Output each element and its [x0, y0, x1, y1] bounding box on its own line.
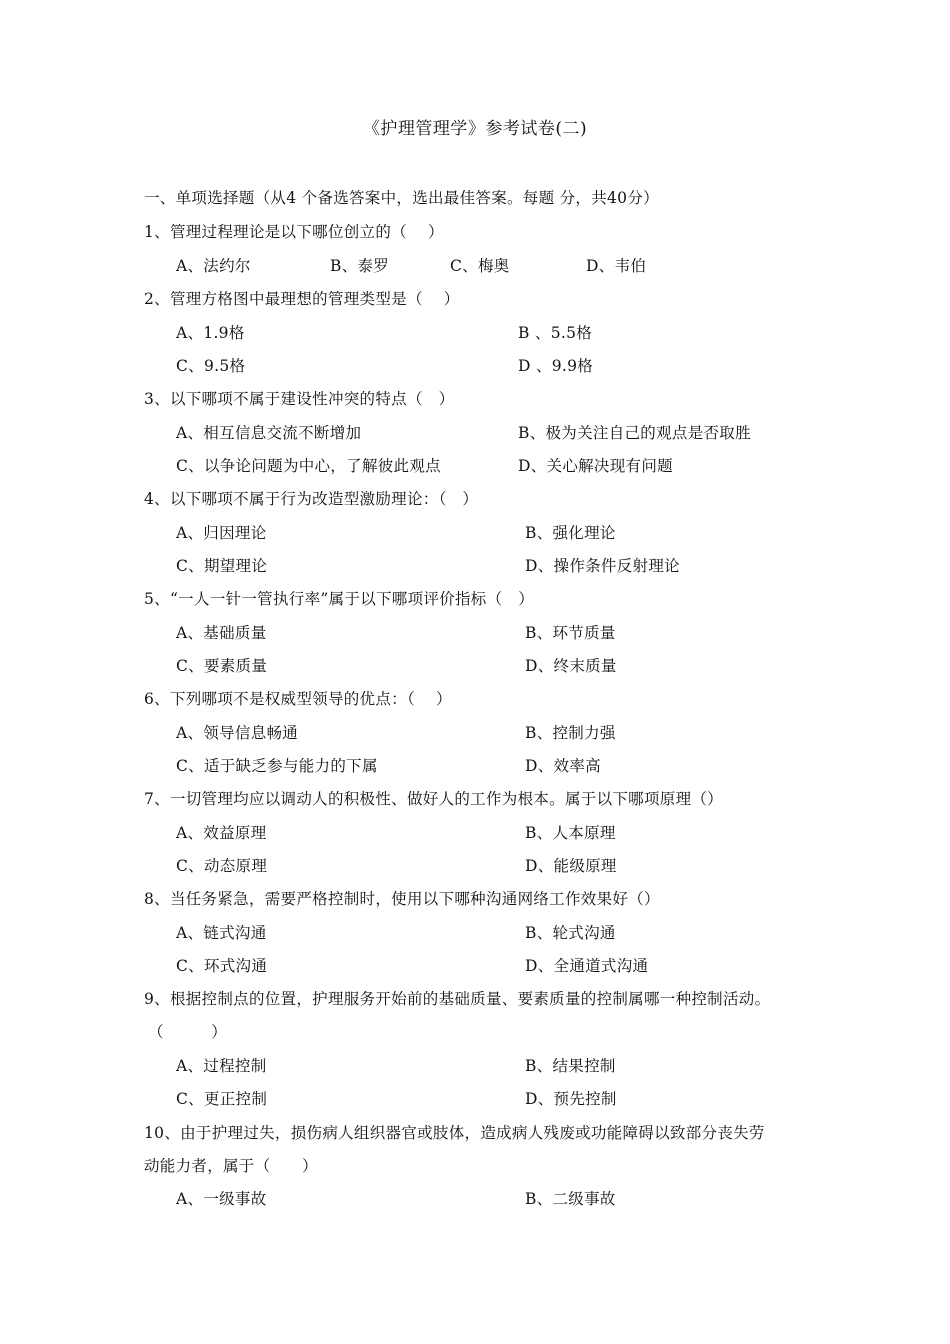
question-2-option-c: C、9.5格	[176, 357, 246, 375]
question-9-stem-continued: （ ）	[148, 1023, 228, 1041]
question-6-stem: 6、下列哪项不是权威型领导的优点：（ ）	[144, 690, 452, 708]
question-6-option-d: D、效率高	[525, 757, 601, 775]
question-3-option-b: B、极为关注自己的观点是否取胜	[518, 424, 751, 442]
question-2-option-d: D 、9.9格	[518, 357, 594, 375]
question-9-option-a: A、过程控制	[176, 1057, 267, 1075]
question-6-option-a: A、领导信息畅通	[176, 724, 299, 742]
question-5-option-c: C、要素质量	[176, 657, 268, 675]
question-9-option-b: B、结果控制	[525, 1057, 616, 1075]
question-10-option-a: A、一级事故	[176, 1190, 267, 1208]
question-3-stem: 3、以下哪项不属于建设性冲突的特点（ ）	[144, 390, 455, 408]
question-1-option-b: B、泰罗	[330, 257, 390, 275]
section-heading: 一、单项选择题（从4 个备选答案中，选出最佳答案。每题 分，共40分）	[144, 189, 659, 207]
question-5-option-a: A、基础质量	[176, 624, 267, 642]
question-6-option-c: C、适于缺乏参与能力的下属	[176, 757, 378, 775]
question-5-option-b: B、环节质量	[525, 624, 616, 642]
question-4-stem: 4、以下哪项不属于行为改造型激励理论：（ ）	[144, 490, 479, 508]
question-3-option-d: D、关心解决现有问题	[518, 457, 673, 475]
question-3-option-a: A、相互信息交流不断增加	[176, 424, 362, 442]
question-8-option-b: B、轮式沟通	[525, 924, 616, 942]
question-8-option-c: C、环式沟通	[176, 957, 268, 975]
question-8-stem: 8、当任务紧急，需要严格控制时，使用以下哪种沟通网络工作效果好（）	[144, 890, 660, 908]
exam-title: 《护理管理学》参考试卷(二)	[362, 119, 588, 139]
question-10-stem: 10、由于护理过失，损伤病人组织器官或肢体，造成病人残废或功能障碍以致部分丧失劳	[144, 1124, 765, 1142]
question-4-option-d: D、操作条件反射理论	[525, 557, 680, 575]
question-5-stem: 5、“一人一针一管执行率”属于以下哪项评价指标（ ）	[144, 590, 535, 608]
question-9-option-d: D、预先控制	[525, 1090, 617, 1108]
question-9-stem: 9、根据控制点的位置，护理服务开始前的基础质量、要素质量的控制属哪一种控制活动。	[144, 990, 771, 1008]
question-4-option-a: A、归因理论	[176, 524, 267, 542]
question-1-option-a: A、法约尔	[176, 257, 251, 275]
question-4-option-c: C、期望理论	[176, 557, 268, 575]
question-9-option-c: C、更正控制	[176, 1090, 268, 1108]
question-2-stem: 2、管理方格图中最理想的管理类型是（ ）	[144, 290, 460, 308]
question-5-option-d: D、终末质量	[525, 657, 617, 675]
question-7-option-b: B、人本原理	[525, 824, 616, 842]
question-7-option-d: D、能级原理	[525, 857, 617, 875]
question-8-option-d: D、全通道式沟通	[525, 957, 649, 975]
question-4-option-b: B、强化理论	[525, 524, 616, 542]
question-1-option-c: C、梅奥	[450, 257, 510, 275]
question-1-option-d: D、韦伯	[586, 257, 647, 275]
question-6-option-b: B、控制力强	[525, 724, 616, 742]
question-3-option-c: C、以争论问题为中心，了解彼此观点	[176, 457, 441, 475]
question-1-stem: 1、管理过程理论是以下哪位创立的（ ）	[144, 223, 444, 241]
question-7-option-c: C、动态原理	[176, 857, 268, 875]
question-10-option-b: B、二级事故	[525, 1190, 616, 1208]
question-2-option-b: B 、5.5格	[518, 324, 593, 342]
question-2-option-a: A、1.9格	[176, 324, 245, 342]
question-7-stem: 7、一切管理均应以调动人的积极性、做好人的工作为根本。属于以下哪项原理（）	[144, 790, 723, 808]
question-7-option-a: A、效益原理	[176, 824, 267, 842]
question-10-stem-continued: 动能力者，属于（ ）	[144, 1157, 318, 1175]
question-8-option-a: A、链式沟通	[176, 924, 267, 942]
